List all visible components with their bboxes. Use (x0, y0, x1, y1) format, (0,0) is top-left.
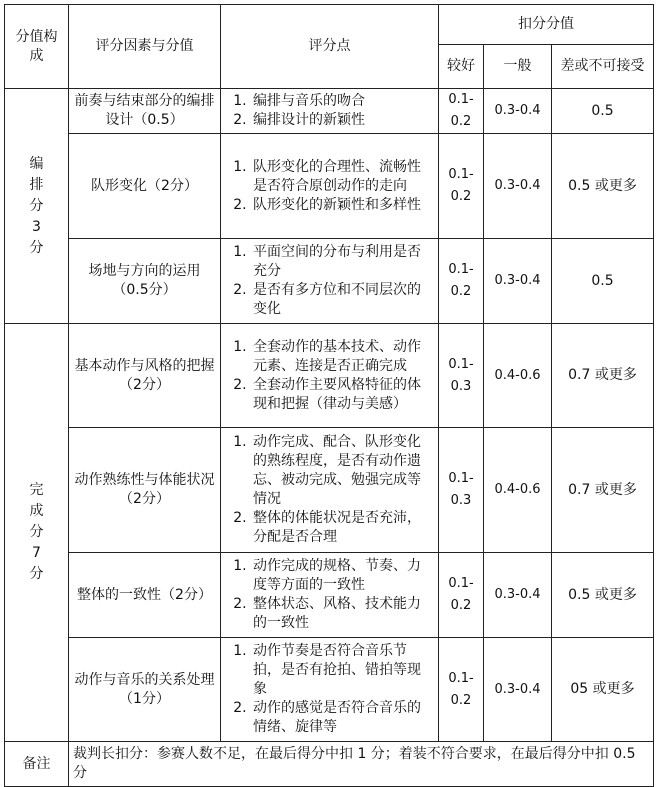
factor-cell: 整体的一致性（2分） (69, 553, 221, 638)
deduction-good: 0.1-0.2 (439, 638, 484, 742)
deduction-average: 0.4-0.6 (484, 324, 552, 428)
scoring-point: 1. 平面空间的分布与利用是否充分 (251, 243, 434, 281)
points-cell (221, 553, 439, 638)
factor-cell: 前奏与结束部分的编排设计（0.5） (69, 89, 221, 134)
factor-cell: 队形变化（2分） (69, 134, 221, 239)
scoring-point: 2. 是否有多方位和不同层次的变化 (251, 281, 434, 319)
table-row (5, 553, 654, 638)
points-cell (221, 239, 439, 324)
scoring-point: 2. 整体的体能状况是否充沛，分配是否合理 (251, 509, 434, 547)
deduction-poor: 0.5 (552, 89, 654, 134)
deduction-poor: 0.5 (552, 239, 654, 324)
scoring-point: 1. 动作节奏是否符合音乐节拍，是否有抢拍、错拍等现象 (251, 642, 434, 699)
scoring-point: 2. 动作的感觉是否符合音乐的情绪、旋律等 (251, 699, 434, 737)
scoring-point: 2. 编排设计的新颖性 (251, 111, 434, 130)
deduction-good: 0.1-0.3 (439, 324, 484, 428)
points-cell (221, 324, 439, 428)
deduction-poor: 05 或更多 (552, 638, 654, 742)
deduction-good: 0.1-0.2 (439, 239, 484, 324)
header-poor: 差或不可接受 (552, 45, 654, 89)
deduction-poor: 0.5 或更多 (552, 134, 654, 239)
table-row (5, 324, 654, 428)
factor-cell: 动作熟练性与体能状况（2分） (69, 428, 221, 553)
factor-cell: 基本动作与风格的把握（2分） (69, 324, 221, 428)
points-cell (221, 428, 439, 553)
table-row (5, 89, 654, 134)
points-cell (221, 134, 439, 239)
deduction-average: 0.3-0.4 (484, 89, 552, 134)
header-row-1 (5, 5, 654, 45)
scoring-point: 1. 编排与音乐的吻合 (251, 92, 434, 111)
factor-cell: 动作与音乐的关系处理（1分） (69, 638, 221, 742)
scoring-point: 1. 动作完成、配合、队形变化的熟练程度，是否有动作遗忘、被动完成、勉强完成等情况 (251, 433, 434, 509)
deduction-poor: 0.5 或更多 (552, 553, 654, 638)
header-deduction: 扣分分值 (439, 5, 654, 45)
table-row (5, 428, 654, 553)
table-row (5, 638, 654, 742)
deduction-average: 0.3-0.4 (484, 134, 552, 239)
table-row (5, 134, 654, 239)
scoring-point: 1. 全套动作的基本技术、动作元素、连接是否正确完成 (251, 338, 434, 376)
scoring-table (4, 4, 654, 787)
remarks-row (5, 742, 654, 787)
deduction-good: 0.1-0.2 (439, 553, 484, 638)
group-name: 完成分7分 (5, 324, 69, 742)
header-factor: 评分因素与分值 (69, 5, 221, 89)
points-cell (221, 89, 439, 134)
scoring-point: 2. 全套动作主要风格特征的体现和把握（律动与美感） (251, 376, 434, 414)
deduction-poor: 0.7 或更多 (552, 428, 654, 553)
points-cell (221, 638, 439, 742)
remarks-text: 裁判长扣分：参赛人数不足，在最后得分中扣 1 分；着装不符合要求，在最后得分中扣 0.5 分 (69, 742, 654, 787)
header-good: 较好 (439, 45, 484, 89)
scoring-point: 2. 整体状态、风格、技术能力的一致性 (251, 595, 434, 633)
deduction-good: 0.1-0.2 (439, 134, 484, 239)
deduction-average: 0.3-0.4 (484, 638, 552, 742)
deduction-poor: 0.7 或更多 (552, 324, 654, 428)
table-row (5, 239, 654, 324)
remarks-label: 备注 (5, 742, 69, 787)
header-composition: 分值构成 (5, 5, 69, 89)
deduction-good: 0.1-0.2 (439, 89, 484, 134)
deduction-average: 0.3-0.4 (484, 553, 552, 638)
group-name: 编排分3分 (5, 89, 69, 324)
header-average: 一般 (484, 45, 552, 89)
factor-cell: 场地与方向的运用（0.5分） (69, 239, 221, 324)
scoring-point: 1. 队形变化的合理性、流畅性是否符合原创动作的走向 (251, 158, 434, 196)
deduction-average: 0.4-0.6 (484, 428, 552, 553)
header-points: 评分点 (221, 5, 439, 89)
deduction-average: 0.3-0.4 (484, 239, 552, 324)
scoring-point: 1. 动作完成的规格、节奏、力度等方面的一致性 (251, 557, 434, 595)
scoring-point: 2. 队形变化的新颖性和多样性 (251, 196, 434, 215)
deduction-good: 0.1-0.3 (439, 428, 484, 553)
